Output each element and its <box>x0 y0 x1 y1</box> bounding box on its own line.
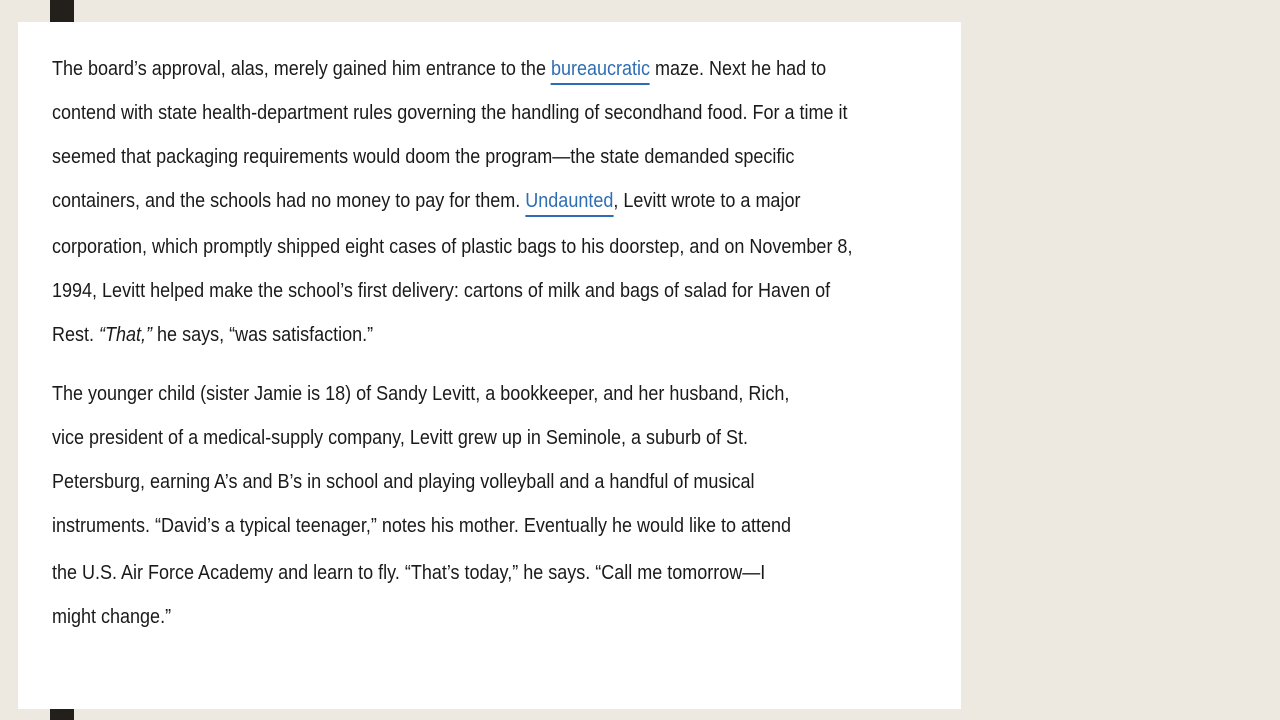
text-run: , Levitt wrote to a major <box>613 190 801 212</box>
text-run: maze. Next he had to <box>650 58 827 80</box>
paragraph-1-line-1 <box>52 57 826 81</box>
paragraph-1-line-6: 1994, Levitt helped make the school’s first delivery: cartons of milk and bags of salad for Haven of <box>52 280 831 302</box>
vocab-link-undaunted[interactable]: Undaunted <box>525 190 613 217</box>
vocab-link-bureaucratic[interactable]: bureaucratic <box>551 58 650 85</box>
paragraph-1-line-5: corporation, which promptly shipped eight cases of plastic bags to his doorstep, and on November 8, <box>52 236 853 258</box>
text-run: containers, and the schools had no money to pay for them. <box>52 190 526 212</box>
paragraph-2-line-5: the U.S. Air Force Academy and learn to fly. “That’s today,” he says. “Call me tomorrow—I <box>52 562 766 584</box>
text-run: The board’s approval, alas, merely gained him entrance to the <box>52 58 551 80</box>
italic-quote: “That,” <box>99 324 153 346</box>
paragraph-2-line-3: Petersburg, earning A’s and B’s in school and playing volleyball and a handful of musical <box>52 471 755 493</box>
text-run: Rest. <box>52 324 100 346</box>
text-run: he says, “was satisfaction.” <box>152 324 374 346</box>
slide-panel <box>18 22 961 709</box>
paragraph-2-line-2: vice president of a medical-supply company, Levitt grew up in Seminole, a suburb of St. <box>52 427 749 449</box>
paragraph-1-line-4 <box>52 189 800 213</box>
paragraph-1-line-2: contend with state health-department rules governing the handling of secondhand food. For a time it <box>52 102 848 124</box>
paragraph-2-line-1: The younger child (sister Jamie is 18) of Sandy Levitt, a bookkeeper, and her husband, Rich, <box>52 383 790 405</box>
paragraph-1-line-3: seemed that packaging requirements would doom the program—the state demanded specific <box>52 146 795 168</box>
paragraph-2-line-6: might change.” <box>52 606 172 628</box>
paragraph-2-line-4: instruments. “David’s a typical teenager,” notes his mother. Eventually he would like to attend <box>52 515 792 537</box>
paragraph-1-line-7 <box>52 323 373 347</box>
